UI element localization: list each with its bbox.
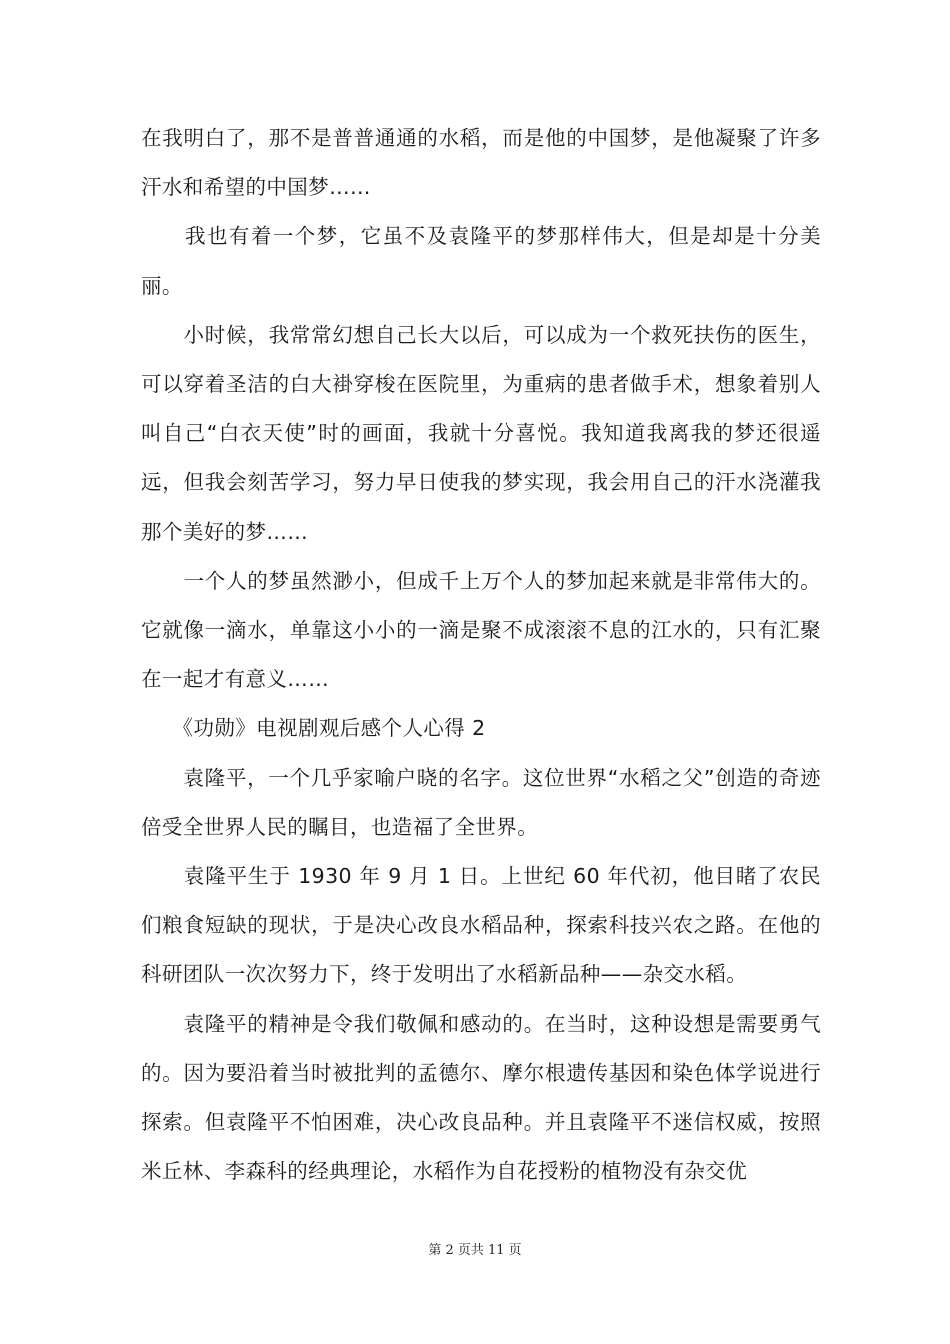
document-body (141, 114, 821, 1196)
paragraph-3: 小时候，我常常幻想自己长大以后，可以成为一个救死扶伤的医生，可以穿着圣洁的白大褂穿梭在医院里，为重病的患者做手术，想象着别人叫自己“白衣天使”时的画面，我就十分喜悦。我知道我离我的梦还很遥远，但我会刻苦学习，努力早日使我的梦实现，我会用自己的汗水浇灌我那个美好的梦…… (141, 322, 821, 544)
paragraph-4: 一个人的梦虽然渺小，但成千上万个人的梦加起来就是非常伟大的。它就像一滴水，单靠这小小的一滴是聚不成滚滚不息的江水的，只有汇聚在一起才有意义…… (141, 568, 821, 692)
paragraph-1: 在我明白了，那不是普普通通的水稻，而是他的中国梦，是他凝聚了许多汗水和希望的中国梦…… (141, 126, 821, 200)
page-number-footer: 第 2 页共 11 页 (428, 1243, 522, 1258)
paragraph-8: 袁隆平的精神是令我们敬佩和感动的。在当时，这种设想是需要勇气的。因为要沿着当时被批判的孟德尔、摩尔根遗传基因和染色体学说进行探索。但袁隆平不怕困难，决心改良品种。并且袁隆平不迷信权威，按照米丘林、李森科的经典理论，水稻作为自花授粉的植物没有杂交优 (141, 1011, 821, 1184)
paragraph-6: 袁隆平，一个几乎家喻户晓的名字。这位世界“水稻之父”创造的奇迹倍受全世界人民的瞩目，也造福了全世界。 (141, 765, 821, 839)
paragraph-2: 我也有着一个梦，它虽不及袁隆平的梦那样伟大，但是却是十分美丽。 (141, 224, 821, 298)
paragraph-7: 袁隆平生于 1930 年 9 月 1 日。上世纪 60 年代初，他目睹了农民们粮食短缺的现状，于是决心改良水稻品种，探索科技兴农之路。在他的科研团队一次次努力下，终于发明出了水稻新品种——杂交水稻。 (141, 864, 821, 987)
section-heading: 《功勋》电视剧观后感个人心得 2 (141, 716, 486, 741)
